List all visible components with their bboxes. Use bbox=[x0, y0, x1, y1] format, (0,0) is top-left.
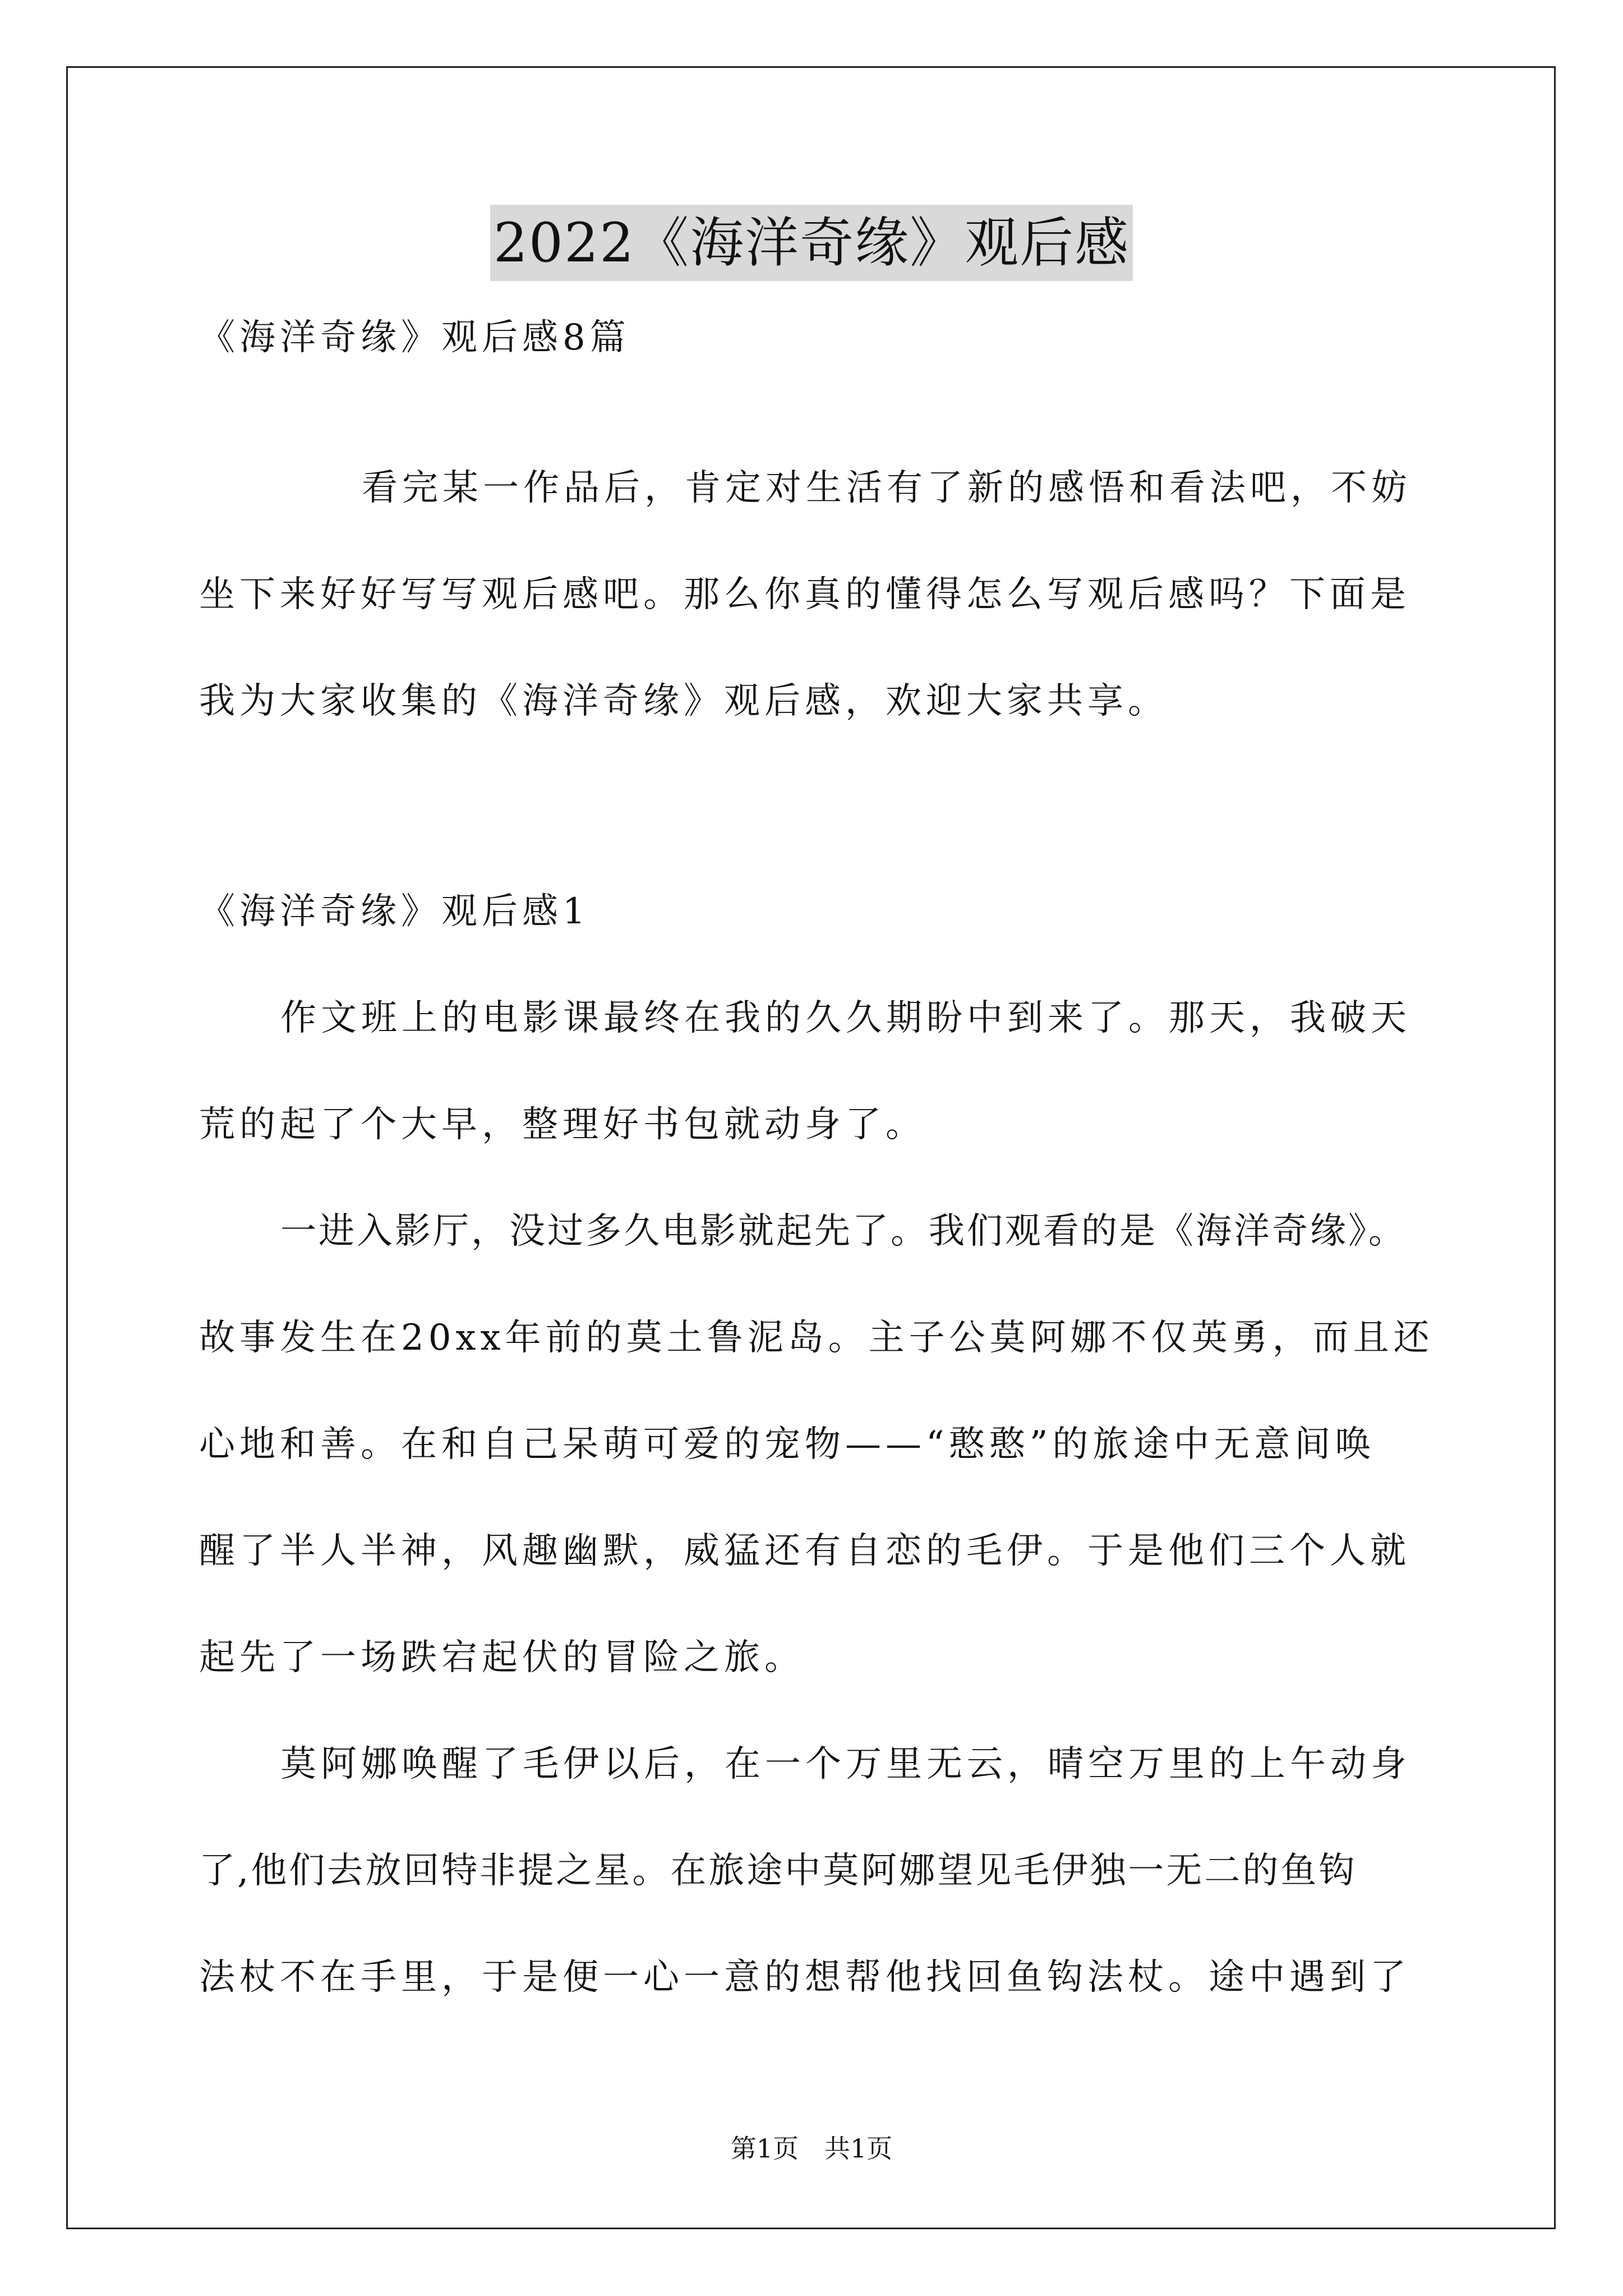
title-wrap bbox=[0, 205, 1623, 281]
paragraph1-line-2: 荒的起了个大早，整理好书包就动身了。 bbox=[199, 1104, 926, 1145]
intro-line-2: 坐下来好好写写观后感吧。那么你真的懂得怎么写观后感吗？下面是 bbox=[199, 574, 1410, 615]
paragraph2-line-1: 一进入影厅，没过多久电影就起先了。我们观看的是《海洋奇缘》。 bbox=[280, 1211, 1407, 1252]
paragraph3-line-1: 莫阿娜唤醒了毛伊以后，在一个万里无云，晴空万里的上午动身 bbox=[280, 1743, 1411, 1785]
paragraph2-line-3: 心地和善。在和自己呆萌可爱的宠物——“憨憨”的旅途中无意间唤 bbox=[199, 1424, 1376, 1465]
paragraph3-line-2: 了,他们去放回特非提之星。在旅途中莫阿娜望见毛伊独一无二的鱼钩 bbox=[199, 1850, 1357, 1892]
page-border bbox=[66, 66, 1556, 2229]
page-footer: 第1页 共1页 bbox=[730, 2133, 893, 2164]
paragraph2-line-2: 故事发生在20xx年前的莫土鲁泥岛。主子公莫阿娜不仅英勇，而且还 bbox=[199, 1317, 1434, 1359]
document-subtitle: 《海洋奇缘》观后感8篇 bbox=[199, 317, 630, 358]
paragraph1-line-1: 作文班上的电影课最终在我的久久期盼中到来了。那天，我破天 bbox=[280, 997, 1411, 1039]
paragraph3-line-3: 法杖不在手里，于是便一心一意的想帮他找回鱼钩法杖。途中遇到了 bbox=[199, 1957, 1410, 1998]
paragraph2-line-4: 醒了半人半神，风趣幽默，威猛还有自恋的毛伊。于是他们三个人就 bbox=[199, 1530, 1410, 1572]
intro-line-1: 看完某一作品后，肯定对生活有了新的感悟和看法吧，不妨 bbox=[362, 467, 1412, 509]
intro-line-3: 我为大家收集的《海洋奇缘》观后感，欢迎大家共享。 bbox=[199, 680, 1168, 722]
document-title: 2022《海洋奇缘》观后感 bbox=[490, 205, 1133, 281]
section-heading: 《海洋奇缘》观后感1 bbox=[199, 891, 590, 932]
paragraph2-line-5: 起先了一场跌宕起伏的冒险之旅。 bbox=[199, 1637, 805, 1678]
